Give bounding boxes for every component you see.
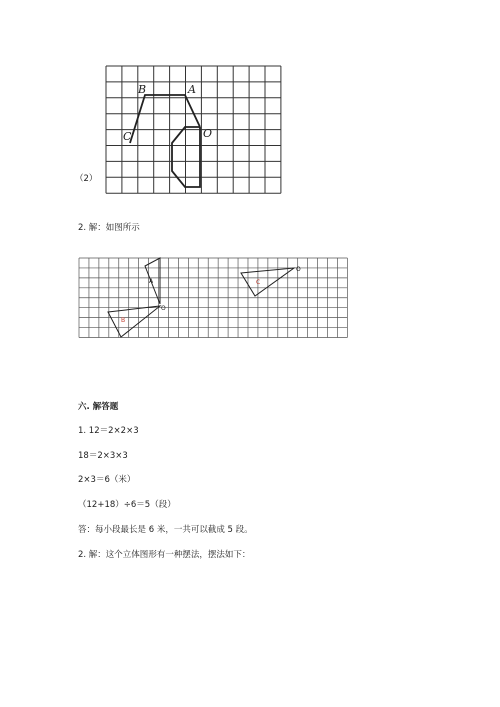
answer-line-4: （12+18）÷6＝5（段） bbox=[78, 500, 176, 510]
triangle-c bbox=[241, 268, 294, 296]
point-o-right-label: O bbox=[296, 266, 301, 273]
point-b-label: B bbox=[138, 83, 147, 96]
answer-2-heading: 2. 解：如图所示 bbox=[78, 223, 140, 233]
triangle-c-label: C bbox=[256, 279, 261, 286]
triangle-a-label: A bbox=[149, 278, 154, 285]
point-c-label: C bbox=[123, 130, 132, 143]
figure-1-shapes bbox=[123, 83, 212, 187]
answer-line-5: 答：每小段最长是 6 米，一共可以截成 5 段。 bbox=[78, 525, 253, 535]
answer-line-1: 1. 12＝2×2×3 bbox=[78, 426, 139, 436]
point-o-left-label: O bbox=[161, 305, 166, 312]
section-6-title: 六. 解答题 bbox=[78, 402, 119, 412]
grid-figure-2 bbox=[79, 258, 347, 338]
quadrilateral-bcao bbox=[130, 95, 200, 143]
answer-line-6: 2. 解：这个立体图形有一种摆法，摆法如下： bbox=[78, 550, 251, 560]
point-o-label: O bbox=[203, 127, 213, 140]
triangle-b-label: B bbox=[121, 317, 126, 324]
answer-line-2: 18＝2×3×3 bbox=[78, 451, 128, 461]
triangle-b bbox=[108, 306, 160, 337]
point-a-label: A bbox=[188, 83, 196, 96]
figure1-sub-label: （2） bbox=[75, 174, 98, 184]
answer-line-3: 2×3＝6（米） bbox=[78, 475, 136, 485]
